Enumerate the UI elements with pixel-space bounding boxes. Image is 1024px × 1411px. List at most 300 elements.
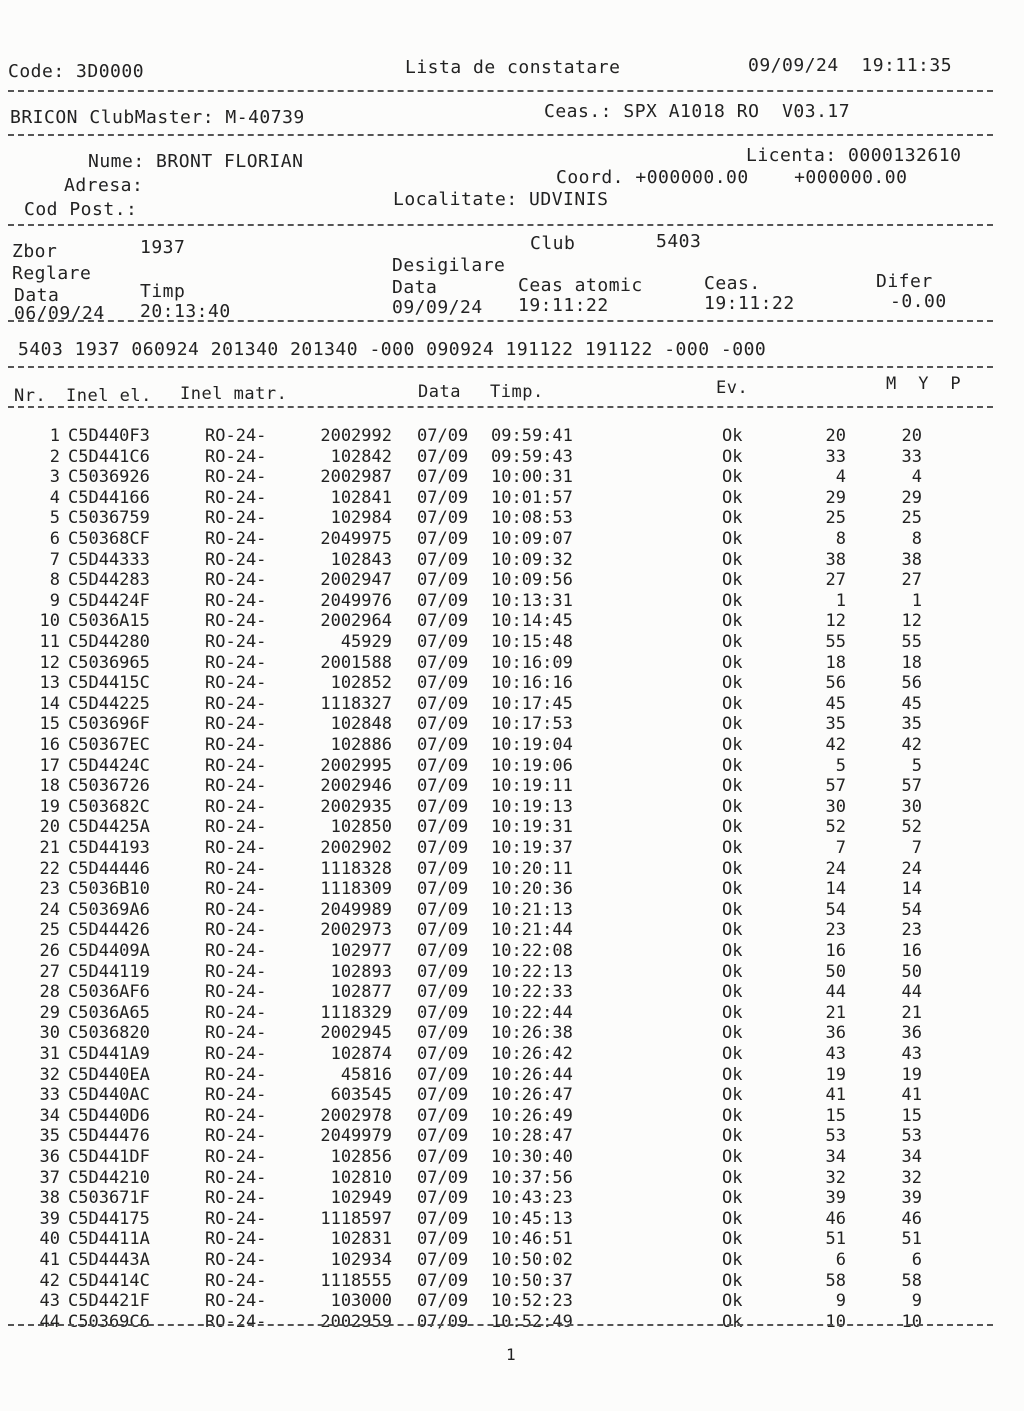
cell-y: 15 bbox=[901, 1105, 922, 1126]
cell-m: 29 bbox=[825, 487, 846, 508]
cell-ev: Ok bbox=[722, 776, 743, 797]
cell-y: 45 bbox=[901, 693, 922, 714]
cell-ev: Ok bbox=[722, 1044, 743, 1064]
cell-el: C503696F bbox=[68, 714, 150, 735]
cell-nr: 24 bbox=[39, 899, 60, 920]
cell-ev: Ok bbox=[722, 1291, 743, 1312]
cell-time: 10:16:09 bbox=[491, 652, 573, 673]
cell-num: 2002935 bbox=[320, 796, 392, 817]
cell-ro: RO-24- bbox=[205, 673, 267, 694]
cell-nr: 18 bbox=[39, 776, 60, 797]
cell-nr: 11 bbox=[39, 632, 60, 652]
separator bbox=[8, 366, 993, 368]
cell-num: 2002945 bbox=[320, 1023, 392, 1044]
cell-y: 14 bbox=[901, 879, 922, 900]
cell-ro: RO-24- bbox=[205, 508, 267, 529]
cell-ro: RO-24- bbox=[205, 1064, 267, 1085]
cell-m: 41 bbox=[825, 1085, 846, 1106]
cell-ro: RO-24- bbox=[205, 652, 267, 673]
cell-num: 103000 bbox=[330, 1291, 392, 1312]
cell-num: 2002973 bbox=[320, 920, 392, 941]
cell-el: C5D44119 bbox=[68, 961, 150, 982]
separator bbox=[8, 224, 993, 226]
cell-el: C5D4425A bbox=[68, 817, 150, 838]
cell-time: 10:46:51 bbox=[491, 1229, 573, 1250]
unsealing-date-label: Data bbox=[392, 277, 438, 298]
cell-y: 53 bbox=[901, 1126, 922, 1147]
cell-y: 46 bbox=[901, 1208, 922, 1229]
table-row bbox=[0, 920, 1024, 941]
cell-y: 39 bbox=[901, 1188, 922, 1209]
cell-time: 10:52:49 bbox=[491, 1311, 573, 1332]
cell-date: 07/09 bbox=[417, 920, 469, 941]
cell-num: 102977 bbox=[330, 941, 392, 961]
cell-date: 07/09 bbox=[417, 899, 469, 920]
cell-m: 10 bbox=[825, 1311, 846, 1332]
cell-ro: RO-24- bbox=[205, 1126, 267, 1147]
table-row bbox=[0, 900, 1024, 921]
cell-time: 10:19:04 bbox=[491, 735, 573, 755]
table-row bbox=[0, 1229, 1024, 1250]
cell-ev: Ok bbox=[722, 1105, 743, 1126]
cell-time: 10:45:13 bbox=[491, 1208, 573, 1229]
cell-nr: 1 bbox=[49, 426, 60, 446]
cell-num: 1118309 bbox=[320, 879, 392, 900]
cell-date: 07/09 bbox=[417, 487, 469, 508]
col-data: Data bbox=[418, 382, 461, 402]
table-row bbox=[0, 591, 1024, 612]
table-row bbox=[0, 714, 1024, 735]
cell-ev: Ok bbox=[722, 632, 743, 652]
cell-y: 29 bbox=[901, 487, 922, 508]
cell-m: 56 bbox=[825, 673, 846, 694]
table-row bbox=[0, 694, 1024, 715]
cell-date: 07/09 bbox=[417, 714, 469, 735]
cell-num: 102934 bbox=[330, 1250, 392, 1270]
cell-date: 07/09 bbox=[417, 1044, 469, 1064]
col-myp: M Y P bbox=[886, 374, 962, 394]
code-label: Code: 3D0000 bbox=[8, 61, 145, 82]
cell-ro: RO-24- bbox=[205, 796, 267, 817]
cell-nr: 29 bbox=[39, 1002, 60, 1023]
cell-el: C5D440EA bbox=[68, 1064, 150, 1085]
cell-m: 18 bbox=[825, 652, 846, 673]
postal-code-label: Cod Post.: bbox=[24, 199, 138, 220]
cell-date: 07/09 bbox=[417, 467, 469, 488]
cell-ev: Ok bbox=[722, 1085, 743, 1106]
cell-el: C50367EC bbox=[68, 735, 150, 755]
table-row bbox=[0, 1188, 1024, 1209]
flight-label: Zbor bbox=[12, 241, 58, 262]
cell-num: 102841 bbox=[330, 487, 392, 508]
cell-ro: RO-24- bbox=[205, 1311, 267, 1332]
cell-m: 14 bbox=[825, 879, 846, 900]
cell-time: 10:20:36 bbox=[491, 879, 573, 900]
cell-time: 10:52:23 bbox=[491, 1291, 573, 1312]
cell-ev: Ok bbox=[722, 755, 743, 776]
cell-y: 35 bbox=[901, 714, 922, 735]
cell-ev: Ok bbox=[722, 1064, 743, 1085]
table-row bbox=[0, 879, 1024, 900]
cell-time: 10:09:32 bbox=[491, 549, 573, 570]
cell-time: 10:19:13 bbox=[491, 796, 573, 817]
cell-m: 23 bbox=[825, 920, 846, 941]
cell-time: 10:20:11 bbox=[491, 858, 573, 879]
cell-time: 10:08:53 bbox=[491, 508, 573, 529]
cell-date: 07/09 bbox=[417, 426, 469, 446]
cell-ro: RO-24- bbox=[205, 632, 267, 652]
cell-num: 2002987 bbox=[320, 467, 392, 488]
table-row bbox=[0, 529, 1024, 550]
cell-nr: 33 bbox=[39, 1085, 60, 1106]
unsealing-label: Desigilare bbox=[392, 255, 506, 276]
cell-date: 07/09 bbox=[417, 570, 469, 591]
cell-nr: 8 bbox=[49, 570, 60, 591]
cell-nr: 37 bbox=[39, 1167, 60, 1188]
cell-el: C5D441A9 bbox=[68, 1044, 150, 1064]
cell-m: 7 bbox=[835, 838, 846, 858]
difference-value: -0.00 bbox=[890, 291, 947, 312]
setting-time-label: Timp bbox=[140, 281, 186, 302]
cell-nr: 22 bbox=[39, 858, 60, 879]
cell-m: 46 bbox=[825, 1208, 846, 1229]
cell-m: 9 bbox=[835, 1291, 846, 1312]
cell-time: 10:26:49 bbox=[491, 1105, 573, 1126]
cell-el: C5036926 bbox=[68, 467, 150, 488]
cell-m: 35 bbox=[825, 714, 846, 735]
col-inel-el: Inel el. bbox=[66, 386, 152, 406]
table-row bbox=[0, 1168, 1024, 1189]
cell-m: 4 bbox=[835, 467, 846, 488]
cell-y: 54 bbox=[901, 899, 922, 920]
cell-ro: RO-24- bbox=[205, 570, 267, 591]
cell-ev: Ok bbox=[722, 920, 743, 941]
cell-time: 10:26:47 bbox=[491, 1085, 573, 1106]
cell-ro: RO-24- bbox=[205, 590, 267, 611]
cell-ev: Ok bbox=[722, 1188, 743, 1209]
setting-date: 06/09/24 bbox=[14, 303, 105, 324]
table-row bbox=[0, 1065, 1024, 1086]
table-row bbox=[0, 632, 1024, 653]
cell-el: C5D4424C bbox=[68, 755, 150, 776]
table-row bbox=[0, 962, 1024, 983]
cell-y: 52 bbox=[901, 817, 922, 838]
cell-date: 07/09 bbox=[417, 1208, 469, 1229]
cell-m: 8 bbox=[835, 529, 846, 549]
cell-nr: 25 bbox=[39, 920, 60, 941]
cell-time: 10:30:40 bbox=[491, 1147, 573, 1167]
cell-el: C5D44175 bbox=[68, 1208, 150, 1229]
print-datetime: 09/09/24 19:11:35 bbox=[748, 55, 953, 76]
cell-ev: Ok bbox=[722, 879, 743, 900]
cell-ev: Ok bbox=[722, 1208, 743, 1229]
cell-nr: 30 bbox=[39, 1023, 60, 1044]
table-row bbox=[0, 1085, 1024, 1106]
cell-y: 21 bbox=[901, 1002, 922, 1023]
cell-time: 10:19:06 bbox=[491, 755, 573, 776]
cell-nr: 21 bbox=[39, 838, 60, 858]
cell-ev: Ok bbox=[722, 652, 743, 673]
cell-el: C5D44476 bbox=[68, 1126, 150, 1147]
cell-ev: Ok bbox=[722, 1270, 743, 1291]
separator bbox=[8, 90, 993, 92]
cell-date: 07/09 bbox=[417, 1188, 469, 1209]
table-row bbox=[0, 426, 1024, 447]
cell-ev: Ok bbox=[722, 570, 743, 591]
clock-label: Ceas. bbox=[704, 273, 761, 294]
cell-y: 27 bbox=[901, 570, 922, 591]
cell-m: 51 bbox=[825, 1229, 846, 1250]
table-row bbox=[0, 797, 1024, 818]
cell-time: 10:15:48 bbox=[491, 632, 573, 652]
cell-el: C5D4424F bbox=[68, 590, 150, 611]
cell-m: 32 bbox=[825, 1167, 846, 1188]
cell-num: 1118329 bbox=[320, 1002, 392, 1023]
setting-date-label: Data bbox=[14, 285, 60, 306]
cell-y: 25 bbox=[901, 508, 922, 529]
table-row bbox=[0, 1003, 1024, 1024]
cell-ro: RO-24- bbox=[205, 1147, 267, 1167]
cell-date: 07/09 bbox=[417, 549, 469, 570]
cell-y: 1 bbox=[911, 590, 922, 611]
cell-y: 9 bbox=[911, 1291, 922, 1312]
cell-ro: RO-24- bbox=[205, 1167, 267, 1188]
cell-nr: 44 bbox=[39, 1311, 60, 1332]
cell-ro: RO-24- bbox=[205, 838, 267, 858]
cell-el: C5D44166 bbox=[68, 487, 150, 508]
cell-m: 24 bbox=[825, 858, 846, 879]
cell-time: 10:19:31 bbox=[491, 817, 573, 838]
cell-m: 20 bbox=[825, 426, 846, 446]
cell-ev: Ok bbox=[722, 982, 743, 1003]
cell-num: 102848 bbox=[330, 714, 392, 735]
cell-ev: Ok bbox=[722, 1167, 743, 1188]
cell-date: 07/09 bbox=[417, 590, 469, 611]
cell-y: 8 bbox=[911, 529, 922, 549]
locality: Localitate: UDVINIS bbox=[393, 189, 609, 210]
cell-ro: RO-24- bbox=[205, 899, 267, 920]
cell-date: 07/09 bbox=[417, 508, 469, 529]
table-row bbox=[0, 817, 1024, 838]
cell-date: 07/09 bbox=[417, 735, 469, 755]
cell-m: 34 bbox=[825, 1147, 846, 1167]
cell-m: 36 bbox=[825, 1023, 846, 1044]
cell-nr: 28 bbox=[39, 982, 60, 1003]
cell-el: C5D440AC bbox=[68, 1085, 150, 1106]
table-row bbox=[0, 776, 1024, 797]
table-row bbox=[0, 653, 1024, 674]
cell-nr: 41 bbox=[39, 1250, 60, 1270]
cell-time: 10:14:45 bbox=[491, 611, 573, 632]
cell-ev: Ok bbox=[722, 1147, 743, 1167]
cell-el: C50368CF bbox=[68, 529, 150, 549]
cell-ro: RO-24- bbox=[205, 1229, 267, 1250]
cell-nr: 34 bbox=[39, 1105, 60, 1126]
cell-m: 44 bbox=[825, 982, 846, 1003]
cell-m: 45 bbox=[825, 693, 846, 714]
cell-m: 30 bbox=[825, 796, 846, 817]
cell-date: 07/09 bbox=[417, 755, 469, 776]
cell-m: 27 bbox=[825, 570, 846, 591]
cell-ro: RO-24- bbox=[205, 1188, 267, 1209]
cell-el: C5D44446 bbox=[68, 858, 150, 879]
cell-nr: 19 bbox=[39, 796, 60, 817]
cell-num: 2049976 bbox=[320, 590, 392, 611]
cell-num: 102984 bbox=[330, 508, 392, 529]
cell-ro: RO-24- bbox=[205, 1044, 267, 1064]
table-row bbox=[0, 488, 1024, 509]
cell-date: 07/09 bbox=[417, 1291, 469, 1312]
cell-el: C5D4415C bbox=[68, 673, 150, 694]
coordinates: Coord. +000000.00 +000000.00 bbox=[556, 167, 908, 188]
cell-num: 102852 bbox=[330, 673, 392, 694]
cell-ev: Ok bbox=[722, 426, 743, 446]
cell-date: 07/09 bbox=[417, 879, 469, 900]
cell-ev: Ok bbox=[722, 487, 743, 508]
cell-date: 07/09 bbox=[417, 838, 469, 858]
cell-el: C5D441C6 bbox=[68, 446, 150, 467]
page-number: 1 bbox=[506, 1345, 516, 1364]
atomic-clock-label: Ceas atomic bbox=[518, 275, 643, 296]
cell-m: 53 bbox=[825, 1126, 846, 1147]
cell-time: 10:16:16 bbox=[491, 673, 573, 694]
cell-num: 2002992 bbox=[320, 426, 392, 446]
cell-num: 102843 bbox=[330, 549, 392, 570]
cell-date: 07/09 bbox=[417, 776, 469, 797]
cell-nr: 31 bbox=[39, 1044, 60, 1064]
separator bbox=[8, 1324, 993, 1326]
cell-y: 23 bbox=[901, 920, 922, 941]
cell-date: 07/09 bbox=[417, 961, 469, 982]
cell-m: 50 bbox=[825, 961, 846, 982]
cell-num: 1118597 bbox=[320, 1208, 392, 1229]
table-row bbox=[0, 756, 1024, 777]
table-row bbox=[0, 1209, 1024, 1230]
cell-date: 07/09 bbox=[417, 1167, 469, 1188]
cell-el: C5036965 bbox=[68, 652, 150, 673]
cell-el: C5036A65 bbox=[68, 1002, 150, 1023]
cell-m: 15 bbox=[825, 1105, 846, 1126]
cell-time: 10:37:56 bbox=[491, 1167, 573, 1188]
cell-y: 12 bbox=[901, 611, 922, 632]
cell-num: 2049975 bbox=[320, 529, 392, 549]
cell-nr: 16 bbox=[39, 735, 60, 755]
cell-m: 42 bbox=[825, 735, 846, 755]
cell-el: C5D4409A bbox=[68, 941, 150, 961]
clock-id: Ceas.: SPX A1018 RO V03.17 bbox=[544, 101, 851, 122]
cell-y: 36 bbox=[901, 1023, 922, 1044]
cell-m: 52 bbox=[825, 817, 846, 838]
cell-ro: RO-24- bbox=[205, 1208, 267, 1229]
cell-y: 10 bbox=[901, 1311, 922, 1332]
cell-y: 32 bbox=[901, 1167, 922, 1188]
table-row bbox=[0, 1312, 1024, 1333]
cell-y: 38 bbox=[901, 549, 922, 570]
cell-date: 07/09 bbox=[417, 673, 469, 694]
cell-num: 102893 bbox=[330, 961, 392, 982]
cell-ro: RO-24- bbox=[205, 693, 267, 714]
cell-num: 102842 bbox=[330, 446, 392, 467]
cell-m: 21 bbox=[825, 1002, 846, 1023]
cell-el: C5036726 bbox=[68, 776, 150, 797]
cell-num: 2002946 bbox=[320, 776, 392, 797]
cell-m: 16 bbox=[825, 941, 846, 961]
cell-time: 10:00:31 bbox=[491, 467, 573, 488]
setting-time: 20:13:40 bbox=[140, 301, 231, 322]
cell-nr: 10 bbox=[39, 611, 60, 632]
cell-el: C50369C6 bbox=[68, 1311, 150, 1332]
cell-date: 07/09 bbox=[417, 1270, 469, 1291]
cell-time: 10:26:38 bbox=[491, 1023, 573, 1044]
cell-nr: 5 bbox=[49, 508, 60, 529]
cell-el: C5D440F3 bbox=[68, 426, 150, 446]
cell-time: 10:09:56 bbox=[491, 570, 573, 591]
cell-time: 10:28:47 bbox=[491, 1126, 573, 1147]
cell-m: 43 bbox=[825, 1044, 846, 1064]
cell-num: 1118555 bbox=[320, 1270, 392, 1291]
cell-el: C5D44193 bbox=[68, 838, 150, 858]
cell-date: 07/09 bbox=[417, 1085, 469, 1106]
cell-time: 10:01:57 bbox=[491, 487, 573, 508]
cell-time: 10:50:02 bbox=[491, 1250, 573, 1270]
cell-num: 102874 bbox=[330, 1044, 392, 1064]
cell-date: 07/09 bbox=[417, 1311, 469, 1332]
cell-nr: 13 bbox=[39, 673, 60, 694]
cell-time: 10:19:37 bbox=[491, 838, 573, 858]
cell-ro: RO-24- bbox=[205, 817, 267, 838]
cell-nr: 39 bbox=[39, 1208, 60, 1229]
cell-y: 5 bbox=[911, 755, 922, 776]
cell-num: 2002978 bbox=[320, 1105, 392, 1126]
cell-m: 12 bbox=[825, 611, 846, 632]
cell-y: 58 bbox=[901, 1270, 922, 1291]
cell-ro: RO-24- bbox=[205, 714, 267, 735]
cell-nr: 4 bbox=[49, 487, 60, 508]
cell-ev: Ok bbox=[722, 858, 743, 879]
cell-num: 2002995 bbox=[320, 755, 392, 776]
cell-el: C5D4421F bbox=[68, 1291, 150, 1312]
cell-ev: Ok bbox=[722, 693, 743, 714]
cell-time: 10:21:13 bbox=[491, 899, 573, 920]
cell-nr: 36 bbox=[39, 1147, 60, 1167]
table-row bbox=[0, 611, 1024, 632]
cell-date: 07/09 bbox=[417, 1250, 469, 1270]
cell-ev: Ok bbox=[722, 899, 743, 920]
cell-nr: 7 bbox=[49, 549, 60, 570]
cell-m: 6 bbox=[835, 1250, 846, 1270]
cell-num: 2002902 bbox=[320, 838, 392, 858]
cell-ro: RO-24- bbox=[205, 467, 267, 488]
cell-ev: Ok bbox=[722, 1311, 743, 1332]
document-title: Lista de constatare bbox=[405, 57, 621, 78]
table-row bbox=[0, 1147, 1024, 1168]
cell-ro: RO-24- bbox=[205, 446, 267, 467]
table-row bbox=[0, 1023, 1024, 1044]
cell-date: 07/09 bbox=[417, 941, 469, 961]
cell-ev: Ok bbox=[722, 467, 743, 488]
col-timp: Timp. bbox=[490, 382, 544, 402]
cell-ev: Ok bbox=[722, 941, 743, 961]
clock-time: 19:11:22 bbox=[704, 293, 795, 314]
cell-nr: 3 bbox=[49, 467, 60, 488]
license-number: Licenta: 0000132610 bbox=[746, 145, 962, 166]
flight-value: 1937 bbox=[140, 237, 186, 258]
cell-y: 44 bbox=[901, 982, 922, 1003]
col-nr: Nr. bbox=[14, 386, 47, 406]
cell-ro: RO-24- bbox=[205, 982, 267, 1003]
cell-y: 30 bbox=[901, 796, 922, 817]
cell-ro: RO-24- bbox=[205, 858, 267, 879]
